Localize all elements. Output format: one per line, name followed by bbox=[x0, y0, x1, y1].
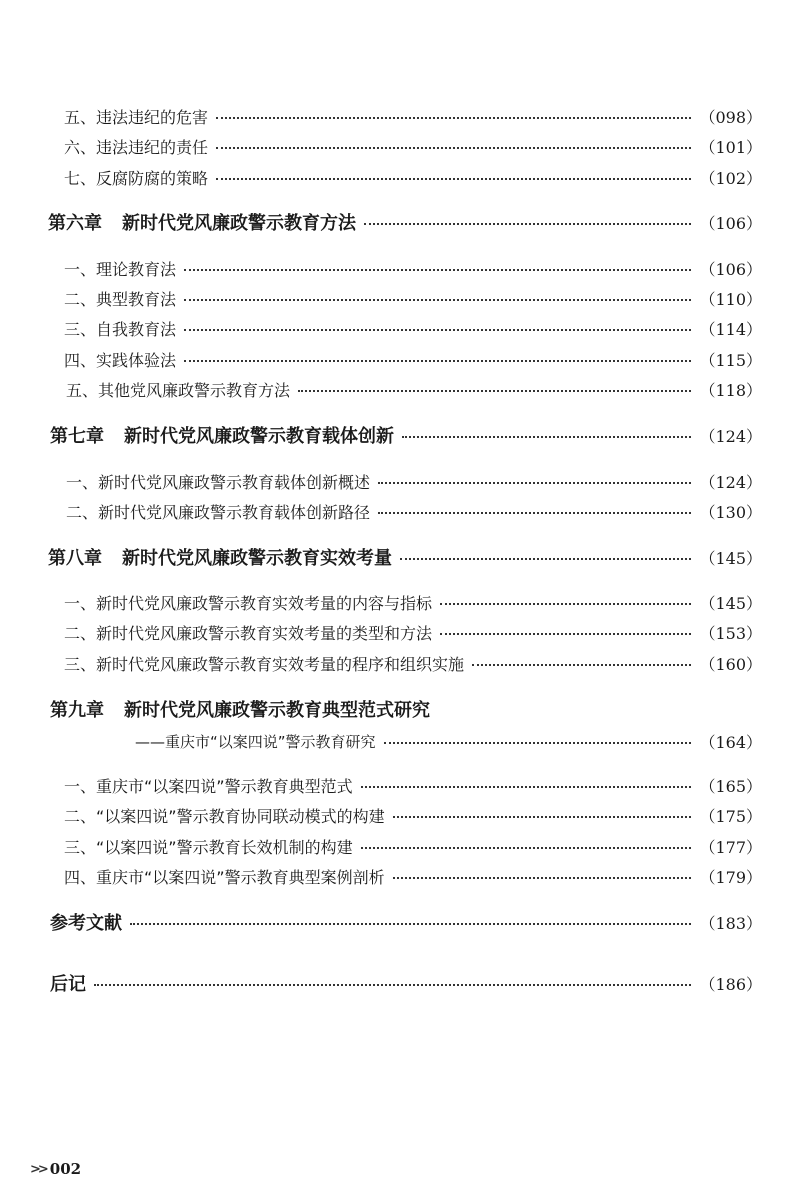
toc-entry bbox=[0, 313, 790, 343]
page-footer bbox=[30, 1160, 81, 1178]
toc-entry-page: （101） bbox=[699, 137, 762, 157]
toc-entry bbox=[0, 101, 790, 131]
toc-entry-page: （160） bbox=[699, 654, 762, 674]
chapter-number: 第九章 bbox=[50, 700, 104, 721]
dot-leader bbox=[184, 299, 691, 301]
chapter-title: 新时代党风廉政警示教育实效考量 bbox=[122, 548, 392, 569]
toc-entry-label: 二、新时代党风廉政警示教育实效考量的类型和方法 bbox=[64, 623, 433, 643]
dot-leader bbox=[94, 984, 691, 986]
dot-leader bbox=[298, 390, 691, 392]
toc-subtitle-entry bbox=[0, 726, 790, 756]
toc-entry bbox=[0, 344, 790, 374]
toc-references-entry bbox=[0, 907, 790, 937]
dot-leader bbox=[216, 178, 691, 180]
toc-entry bbox=[0, 253, 790, 283]
toc-entry-label: 四、重庆市“以案四说”警示教育典型案例剖析 bbox=[64, 867, 385, 887]
dot-leader bbox=[216, 117, 691, 119]
dot-leader bbox=[184, 269, 691, 271]
chapter-title: 新时代党风廉政警示教育方法 bbox=[122, 213, 356, 234]
dot-leader bbox=[393, 816, 692, 818]
afterword-label: 后记 bbox=[50, 974, 86, 995]
toc-entry bbox=[0, 770, 790, 800]
toc-entry bbox=[0, 587, 790, 617]
toc-entry bbox=[0, 283, 790, 313]
toc-entry bbox=[0, 131, 790, 161]
toc-entry-page: （175） bbox=[699, 806, 762, 826]
toc-entry-label: 三、新时代党风廉政警示教育实效考量的程序和组织实施 bbox=[64, 654, 465, 674]
dot-leader bbox=[130, 923, 691, 925]
toc-chapter-heading bbox=[50, 694, 430, 724]
toc-entry-page: （130） bbox=[699, 502, 762, 522]
toc-entry-page: （106） bbox=[699, 259, 762, 279]
toc-entry-label: 四、实践体验法 bbox=[64, 350, 177, 370]
toc-entry-page: （110） bbox=[699, 289, 762, 309]
toc-chapter-label bbox=[50, 422, 394, 448]
toc-entry-label: 一、理论教育法 bbox=[64, 259, 177, 279]
toc-subtitle-label: ——重庆市“以案四说”警示教育研究 bbox=[135, 732, 376, 751]
dot-leader bbox=[361, 786, 692, 788]
dot-leader bbox=[400, 558, 691, 560]
dot-leader bbox=[393, 877, 692, 879]
toc-entry-label: 五、其他党风廉政警示教育方法 bbox=[66, 380, 291, 400]
dot-leader bbox=[384, 742, 692, 744]
toc-entry bbox=[0, 466, 790, 496]
toc-entry-label: 三、自我教育法 bbox=[64, 319, 177, 339]
toc-entry bbox=[0, 800, 790, 830]
dot-leader bbox=[361, 847, 692, 849]
dot-leader bbox=[402, 436, 691, 438]
chapter-number: 第七章 bbox=[50, 426, 104, 447]
toc-entry-label: 二、新时代党风廉政警示教育载体创新路径 bbox=[66, 502, 371, 522]
toc-entry-page: （183） bbox=[699, 913, 762, 933]
dot-leader bbox=[440, 603, 691, 605]
toc-entry-label: 二、典型教育法 bbox=[64, 289, 177, 309]
toc-entry-page: （165） bbox=[699, 776, 762, 796]
toc-entry-page: （145） bbox=[699, 548, 762, 568]
toc-entry-page: （114） bbox=[699, 319, 762, 339]
toc-afterword-entry bbox=[0, 968, 790, 998]
toc-chapter-entry bbox=[0, 542, 790, 572]
toc-entry-page: （102） bbox=[699, 168, 762, 188]
toc-entry-label: 五、违法违纪的危害 bbox=[64, 107, 209, 127]
chapter-number: 第八章 bbox=[48, 548, 102, 569]
dot-leader bbox=[378, 512, 691, 514]
toc-entry-page: （115） bbox=[699, 350, 762, 370]
chapter-title: 新时代党风廉政警示教育典型范式研究 bbox=[124, 700, 430, 721]
toc-entry-page: （186） bbox=[699, 974, 762, 994]
toc-entry bbox=[0, 617, 790, 647]
dot-leader bbox=[472, 664, 691, 666]
references-label: 参考文献 bbox=[50, 913, 122, 934]
page-number: 002 bbox=[49, 1160, 82, 1178]
dot-leader bbox=[216, 147, 691, 149]
toc-entry-page: （177） bbox=[699, 837, 762, 857]
toc-entry-page: （153） bbox=[699, 623, 762, 643]
dot-leader bbox=[364, 223, 691, 225]
toc-entry-page: （106） bbox=[699, 213, 762, 233]
toc-chapter-entry bbox=[0, 207, 790, 237]
toc-entry-page: （124） bbox=[699, 426, 762, 446]
toc-chapter-label bbox=[48, 209, 356, 235]
double-chevron-icon: >> bbox=[30, 1161, 46, 1177]
toc-entry-page: （098） bbox=[699, 107, 762, 127]
toc-entry-page: （179） bbox=[699, 867, 762, 887]
toc-entry bbox=[0, 162, 790, 192]
toc-entry-label: 三、“以案四说”警示教育长效机制的构建 bbox=[64, 837, 353, 857]
toc-entry bbox=[0, 648, 790, 678]
toc-entry bbox=[0, 861, 790, 891]
toc-entry-label: 一、新时代党风廉政警示教育载体创新概述 bbox=[66, 472, 371, 492]
chapter-title: 新时代党风廉政警示教育载体创新 bbox=[124, 426, 394, 447]
toc-entry-page: （145） bbox=[699, 593, 762, 613]
toc-entry bbox=[0, 496, 790, 526]
toc-entry-page: （118） bbox=[699, 380, 762, 400]
toc-entry bbox=[0, 831, 790, 861]
toc-entry-label: 七、反腐防腐的策略 bbox=[64, 168, 209, 188]
dot-leader bbox=[378, 482, 691, 484]
dot-leader bbox=[184, 329, 691, 331]
dot-leader bbox=[184, 360, 691, 362]
toc-chapter-entry bbox=[0, 420, 790, 450]
dot-leader bbox=[440, 633, 691, 635]
toc-entry-label: 一、重庆市“以案四说”警示教育典型范式 bbox=[64, 776, 353, 796]
toc-entry bbox=[0, 374, 790, 404]
toc-entry-label: 一、新时代党风廉政警示教育实效考量的内容与指标 bbox=[64, 593, 433, 613]
toc-chapter-label bbox=[48, 544, 392, 570]
toc-entry-label: 六、违法违纪的责任 bbox=[64, 137, 209, 157]
chapter-number: 第六章 bbox=[48, 213, 102, 234]
toc-entry-label: 二、“以案四说”警示教育协同联动模式的构建 bbox=[64, 806, 385, 826]
toc-entry-page: （124） bbox=[699, 472, 762, 492]
toc-entry-page: （164） bbox=[699, 732, 762, 752]
